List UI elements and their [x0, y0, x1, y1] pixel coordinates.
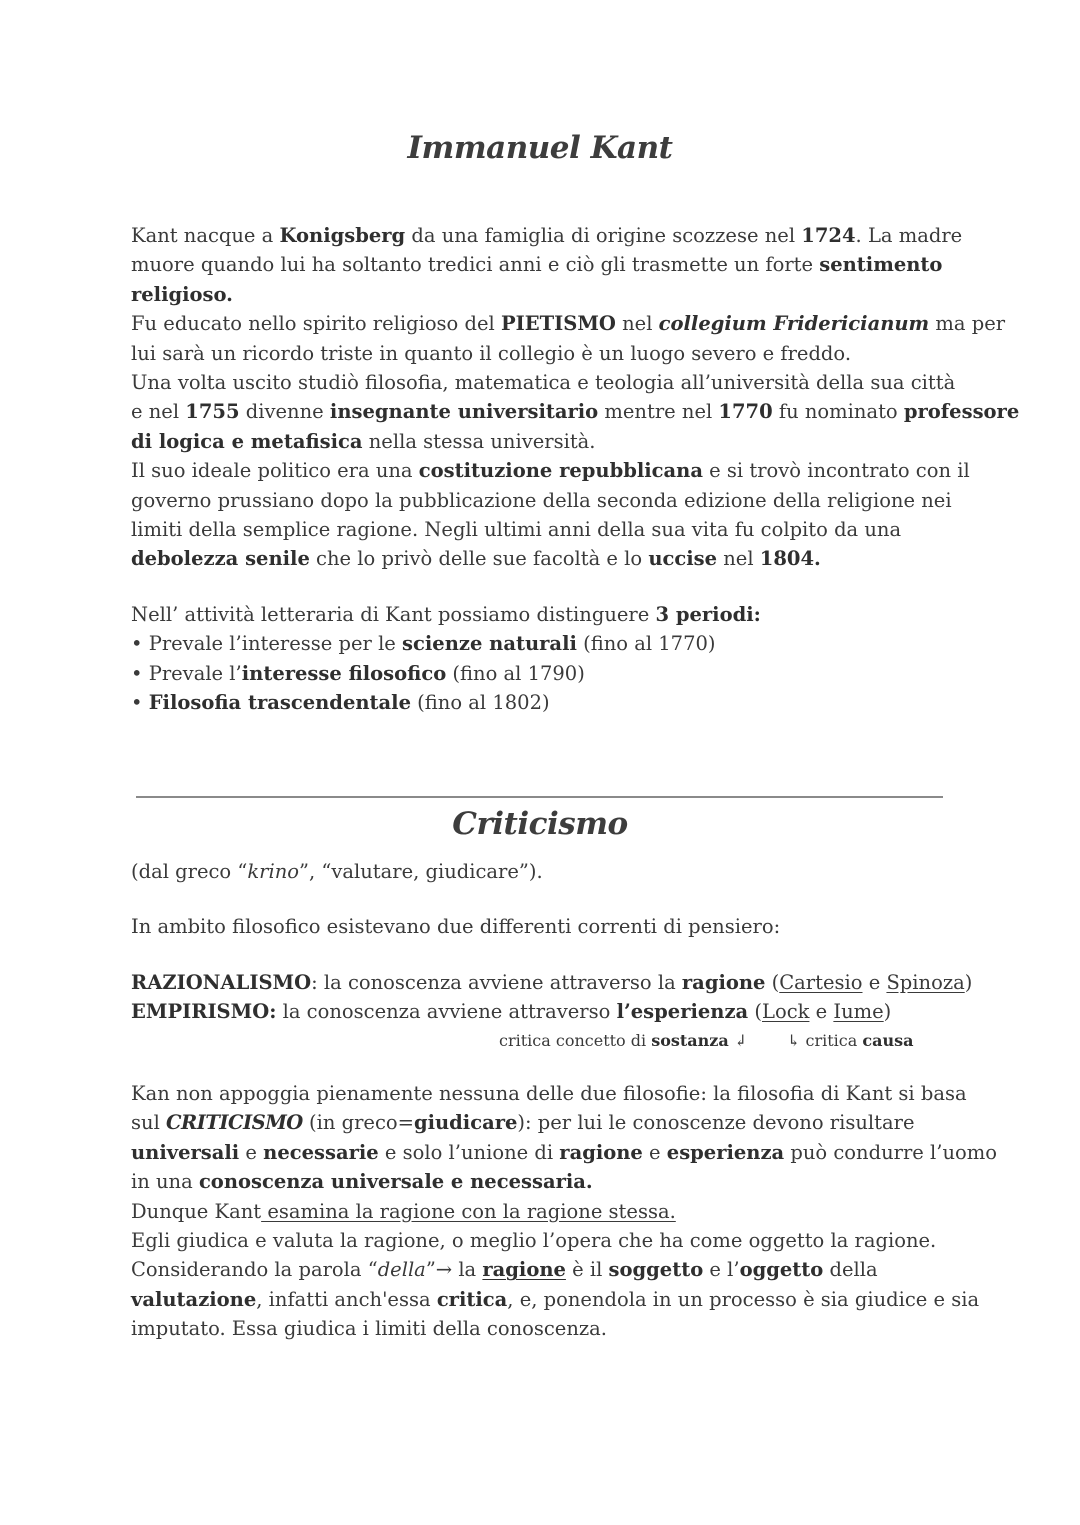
crit-line: Dunque Kant esamina la ragione con la ragione stessa. — [131, 1199, 676, 1223]
biography-paragraph — [131, 221, 1020, 574]
crit-line: valutazione, infatti anch'essa critica, e, ponendola in un processo è sia giudice e sia — [131, 1287, 980, 1311]
kant-criticism-paragraph — [131, 1079, 997, 1344]
rationalism-line: RAZIONALISMO: la conoscenza avviene attraverso la ragione (Cartesio e Spinoza) — [131, 971, 973, 994]
bio-line: debolezza senile che lo privò delle sue facoltà e lo uccise nel 1804. — [131, 547, 821, 571]
bio-line: Fu educato nello spirito religioso del PIETISMO nel collegium Fridericianum ma per — [131, 312, 1006, 336]
bio-line: Kant nacque a Konigsberg da una famiglia di origine scozzese nel 1724. La madre — [131, 224, 963, 247]
empiricism-line: EMPIRISMO: la conoscenza avviene attraverso l’esperienza (Lock e Iume) — [131, 1000, 892, 1024]
crit-line: universali e necessarie e solo l’unione di ragione e esperienza può condurre l’uomo — [131, 1140, 997, 1164]
title-criticismo: Criticismo — [452, 806, 628, 842]
period-item: • Filosofia trascendentale (fino al 1802) — [131, 691, 550, 715]
periods-intro: Nell’ attività letteraria di Kant possiamo distinguere 3 periodi: — [131, 603, 761, 626]
etymology-line: (dal greco “krino”, “valutare, giudicare”). — [131, 860, 543, 883]
bio-line: Il suo ideale politico era una costituzione repubblicana e si trovò incontrato con il — [131, 459, 970, 483]
bio-line: governo prussiano dopo la pubblicazione della seconda edizione della religione nei — [131, 488, 952, 512]
crit-line: imputato. Essa giudica i limiti della conoscenza. — [131, 1317, 607, 1341]
bio-line: religioso. — [131, 282, 233, 306]
crit-line: in una conoscenza universale e necessaria. — [131, 1170, 593, 1194]
period-item: • Prevale l’interesse filosofico (fino al 1790) — [131, 661, 585, 685]
crit-line: Considerando la parola “della”→ la ragione è il soggetto e l’oggetto della — [131, 1258, 878, 1282]
bio-line: lui sarà un ricordo triste in quanto il collegio è un luogo severo e freddo. — [131, 341, 852, 365]
crit-line: sul CRITICISMO (in greco=giudicare): per lui le conoscenze devono risultare — [131, 1111, 915, 1135]
currents-intro: In ambito filosofico esistevano due differenti correnti di pensiero: — [131, 915, 781, 938]
crit-line: Kan non appoggia pienamente nessuna delle due filosofie: la filosofia di Kant si basa — [131, 1082, 967, 1105]
crit-line: Egli giudica e valuta la ragione, o meglio l’opera che ha come oggetto la ragione. — [131, 1229, 937, 1253]
period-item: • Prevale l’interesse per le scienze naturali (fino al 1770) — [131, 632, 716, 656]
currents-list — [131, 968, 973, 1027]
section-divider — [136, 796, 943, 798]
bio-line: e nel 1755 divenne insegnante universitario mentre nel 1770 fu nominato professore — [131, 400, 1020, 424]
bio-line: muore quando lui ha soltanto tredici anni e ciò gli trasmette un forte sentimento — [131, 253, 943, 277]
bio-line: Una volta uscito studiò filosofia, matematica e teologia all’università della sua città — [131, 371, 956, 395]
bio-line: limiti della semplice ragione. Negli ultimi anni della sua vita fu colpito da una — [131, 518, 902, 542]
note-causa: ↳ critica causa — [787, 1031, 914, 1050]
title-immanuel-kant: Immanuel Kant — [407, 130, 673, 166]
bio-line: di logica e metafisica nella stessa università. — [131, 429, 596, 453]
periods-section — [131, 600, 951, 718]
note-sostanza: critica concetto di sostanza ↲ — [499, 1031, 748, 1050]
